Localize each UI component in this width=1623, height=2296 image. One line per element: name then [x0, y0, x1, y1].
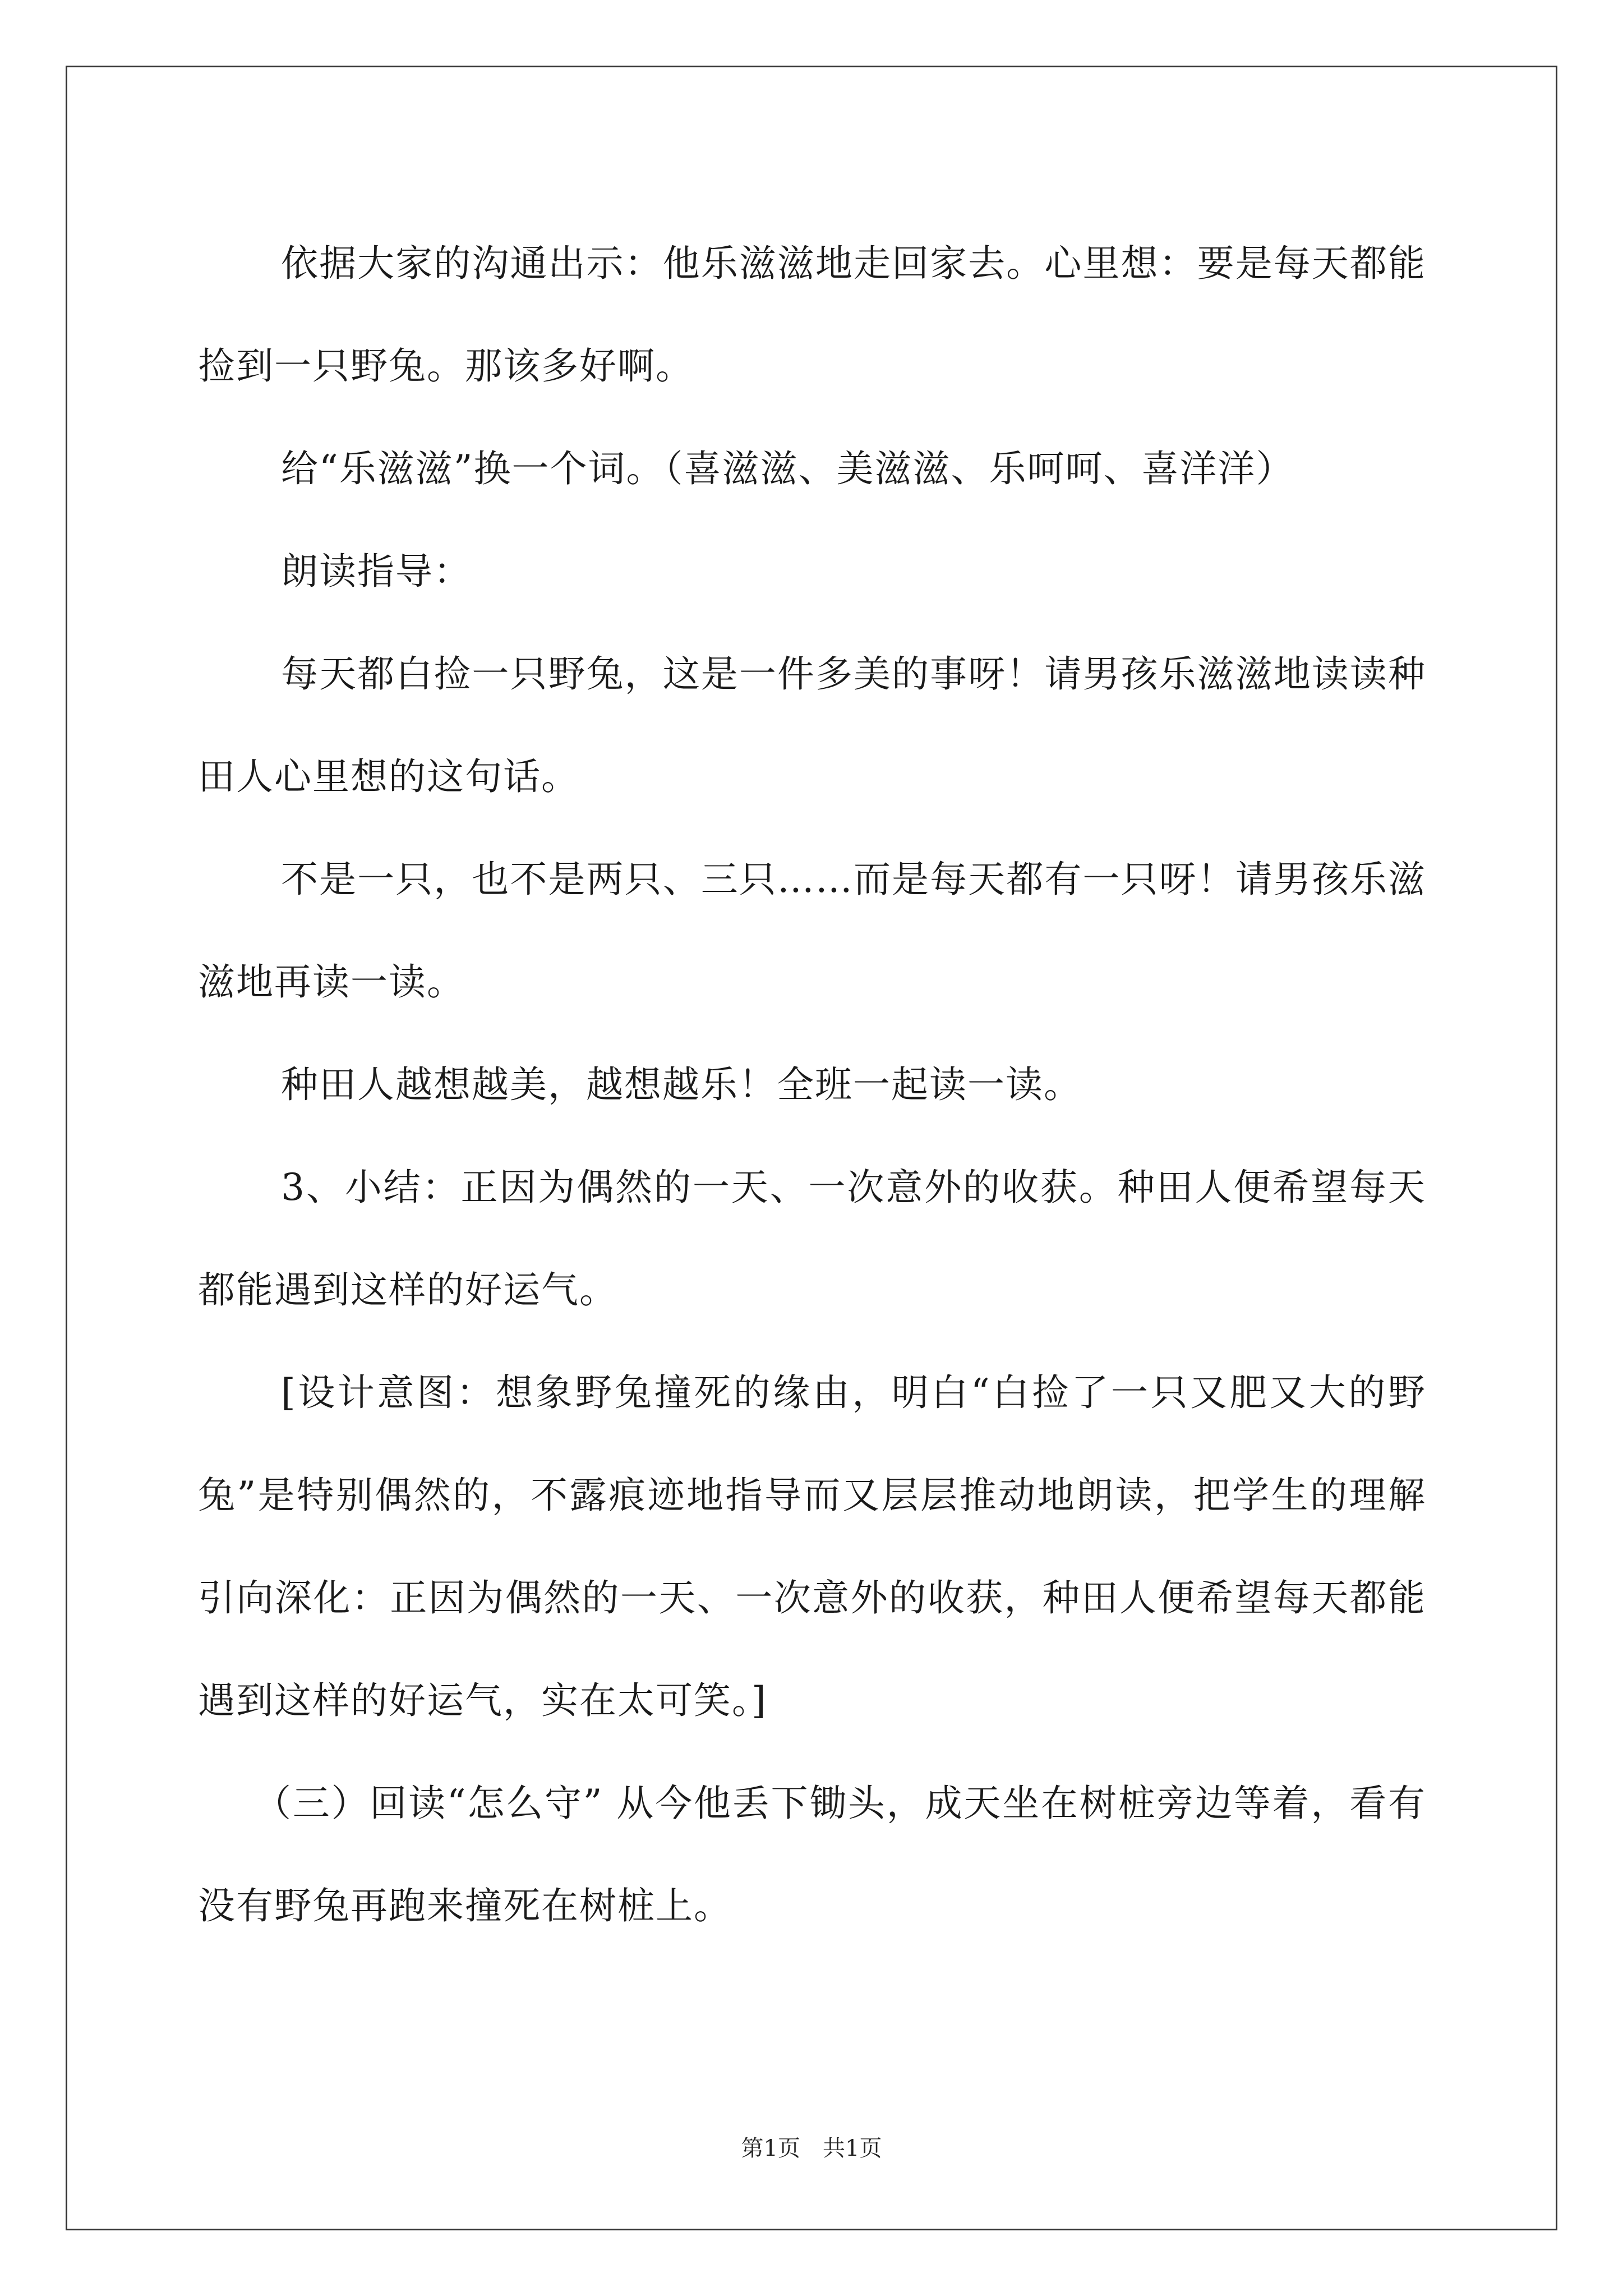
paragraph: 每天都白捡一只野兔，这是一件多美的事呀！请男孩乐滋滋地读读种田人心里想的这句话。 [198, 652, 1426, 798]
paragraph: [设计意图：想象野兔撞死的缘由，明白“白捡了一只又肥又大的野兔”是特别偶然的，不露痕迹地指导而又层层推动地朗读，把学生的理解引向深化：正因为偶然的一天、一次意外的收获，种田人便希望每天都能遇到这样的好运气，实在太可笑。] [198, 1371, 1426, 1722]
paragraph: 给“乐滋滋”换一个词。（喜滋滋、美滋滋、乐呵呵、喜洋洋） [281, 447, 1294, 490]
paragraph: 不是一只，也不是两只、三只……而是每天都有一只呀！请男孩乐滋滋地再读一读。 [198, 858, 1426, 1004]
paragraph: 3、小结：正因为偶然的一天、一次意外的收获。种田人便希望每天都能遇到这样的好运气。 [198, 1166, 1426, 1312]
paragraph: （三）回读“怎么守” 从今他丢下锄头，成天坐在树桩旁边等着，看有没有野兔再跑来撞死在树桩上。 [198, 1782, 1426, 1927]
document-body [198, 212, 1426, 1957]
paragraph: 依据大家的沟通出示：他乐滋滋地走回家去。心里想：要是每天都能捡到一只野兔。那该多好啊。 [198, 242, 1426, 388]
paragraph: 朗读指导： [281, 550, 472, 593]
page-footer: 第1页 共1页 [741, 2136, 882, 2161]
paragraph: 种田人越想越美，越想越乐！全班一起读一读。 [281, 1063, 1082, 1106]
